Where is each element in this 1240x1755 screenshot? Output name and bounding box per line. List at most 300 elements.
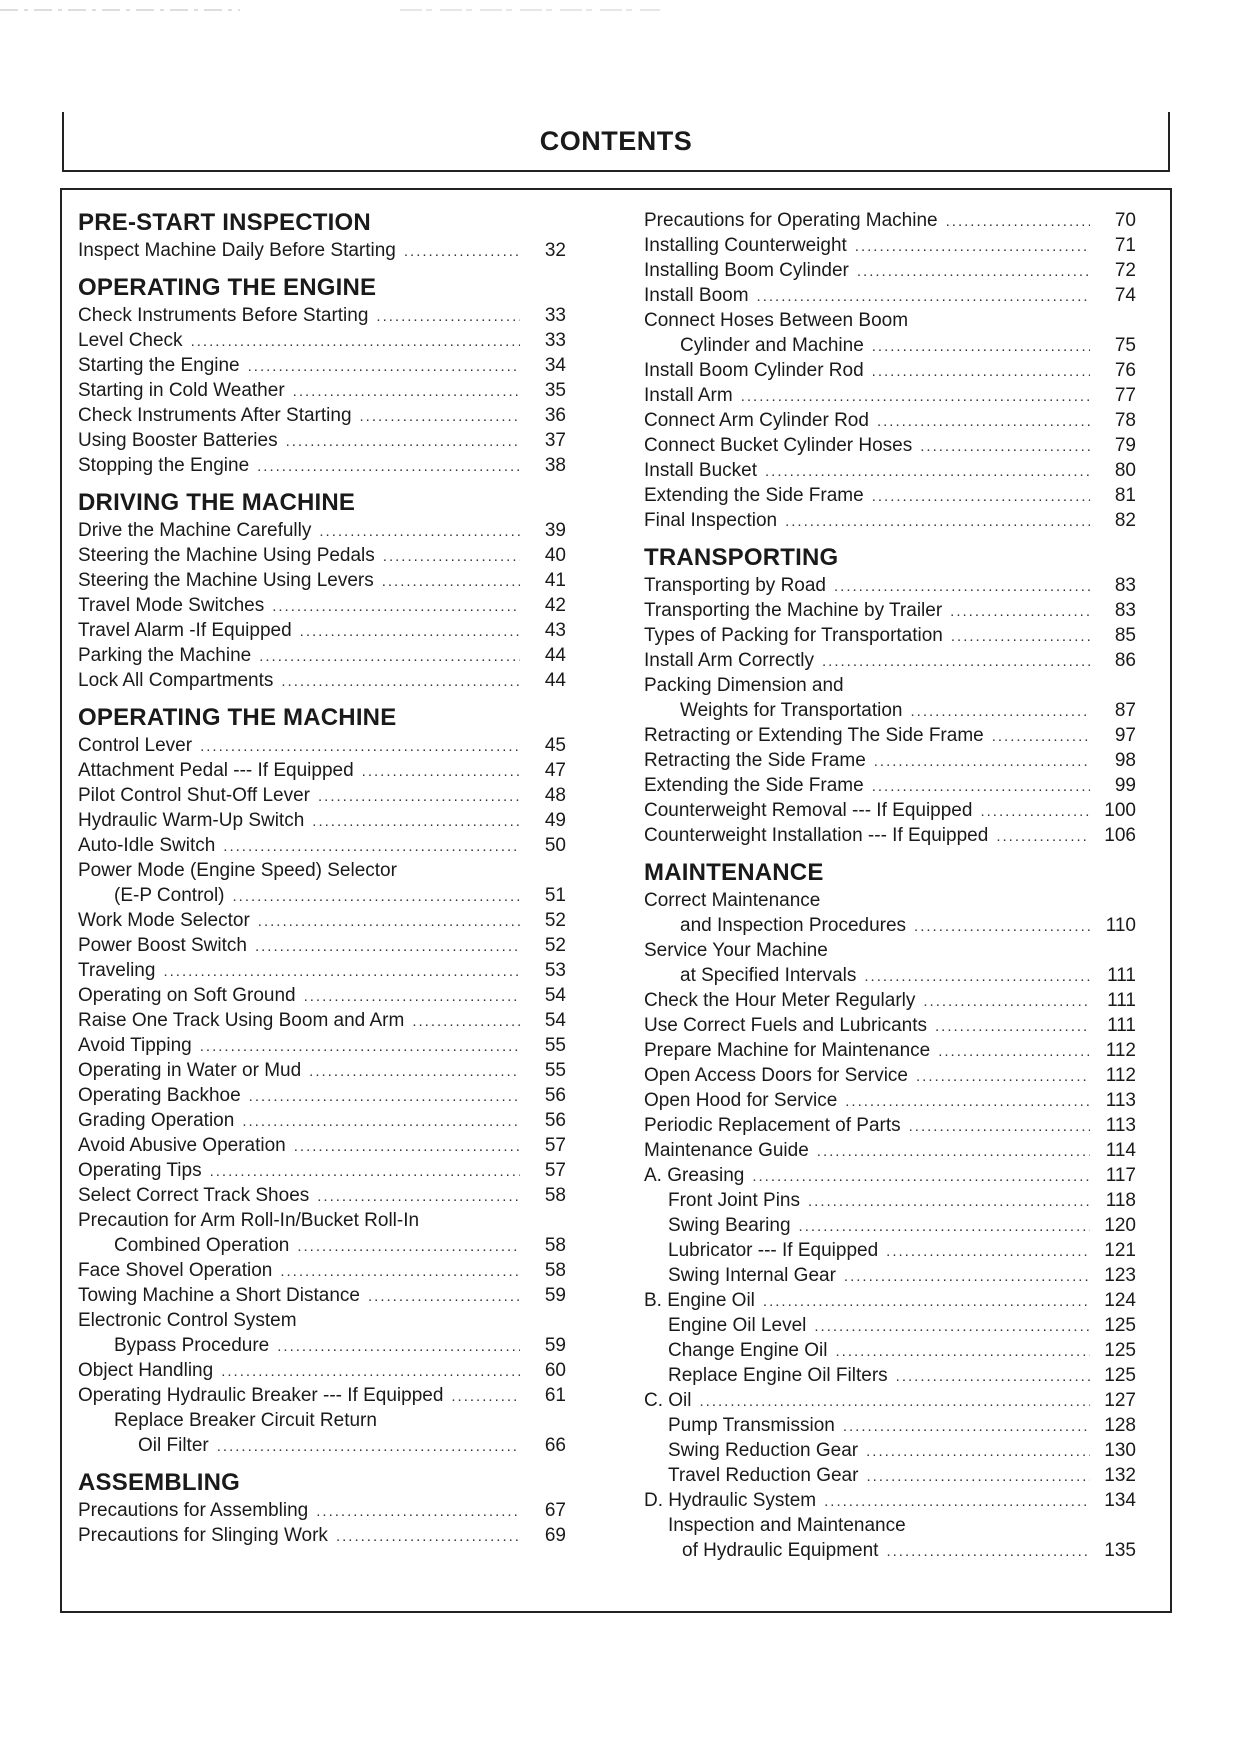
toc-entry[interactable] xyxy=(644,798,1136,823)
toc-entry-title: Inspection and Maintenance xyxy=(668,1515,906,1536)
toc-entry[interactable] xyxy=(78,1258,566,1283)
dot-leader xyxy=(360,404,520,429)
toc-page-number: 134 xyxy=(1104,1490,1136,1511)
dot-leader xyxy=(872,334,1090,359)
toc-entry-title: Operating on Soft Ground xyxy=(78,985,296,1006)
toc-entry[interactable] xyxy=(78,883,566,908)
toc-page-number: 106 xyxy=(1104,825,1136,846)
toc-page-number: 87 xyxy=(1114,700,1136,721)
dot-leader xyxy=(824,1489,1090,1514)
toc-entry[interactable] xyxy=(644,458,1136,483)
toc-entry[interactable] xyxy=(78,1408,566,1433)
dot-leader xyxy=(920,434,1090,459)
toc-page-number: 132 xyxy=(1104,1465,1136,1486)
toc-entry-title: Hydraulic Warm-Up Switch xyxy=(78,810,305,831)
toc-entry[interactable] xyxy=(78,303,566,328)
toc-page-number: 56 xyxy=(544,1085,566,1106)
toc-entry-title: Service Your Machine xyxy=(644,940,828,961)
toc-entry[interactable] xyxy=(644,333,1136,358)
toc-entry-title: Installing Counterweight xyxy=(644,235,847,256)
toc-page-number: 41 xyxy=(544,570,566,591)
toc-entry-title: Transporting the Machine by Trailer xyxy=(644,600,943,621)
toc-entry-title: Check Instruments After Starting xyxy=(78,405,352,426)
toc-entry[interactable] xyxy=(644,208,1136,233)
toc-page-number: 52 xyxy=(544,910,566,931)
toc-section xyxy=(78,208,566,263)
toc-page-number: 43 xyxy=(544,620,566,641)
toc-entry-title: Install Boom Cylinder Rod xyxy=(644,360,864,381)
toc-page-number: 47 xyxy=(544,760,566,781)
toc-entry-title: Replace Breaker Circuit Return xyxy=(114,1410,377,1431)
toc-entry[interactable] xyxy=(78,858,566,883)
dot-leader xyxy=(404,239,520,264)
toc-entry-title: Install Boom xyxy=(644,285,749,306)
toc-entry-title: Install Arm Correctly xyxy=(644,650,814,671)
toc-entry[interactable] xyxy=(644,1413,1136,1438)
toc-entry[interactable] xyxy=(78,428,566,453)
toc-page-number: 42 xyxy=(544,595,566,616)
toc-entry-title: Cylinder and Machine xyxy=(680,335,864,356)
toc-entry-title: Types of Packing for Transportation xyxy=(644,625,943,646)
toc-entry[interactable] xyxy=(78,1283,566,1308)
section-heading: OPERATING THE MACHINE xyxy=(78,704,397,731)
toc-entry[interactable] xyxy=(78,733,566,758)
dot-leader xyxy=(191,329,520,354)
toc-entry-title: Travel Mode Switches xyxy=(78,595,265,616)
toc-entry-title: Level Check xyxy=(78,330,183,351)
toc-page-number: 67 xyxy=(544,1500,566,1521)
toc-page-number: 86 xyxy=(1114,650,1136,671)
toc-entry[interactable] xyxy=(78,1008,566,1033)
toc-entry[interactable] xyxy=(78,1233,566,1258)
toc-page-number: 118 xyxy=(1105,1190,1136,1211)
toc-section xyxy=(644,858,1136,1563)
toc-page-number: 114 xyxy=(1105,1140,1136,1161)
toc-entry-title: Correct Maintenance xyxy=(644,890,821,911)
toc-entry-title: Retracting or Extending The Side Frame xyxy=(644,725,984,746)
toc-entry[interactable] xyxy=(644,1338,1136,1363)
toc-entry-title: Change Engine Oil xyxy=(668,1340,828,1361)
toc-entry[interactable] xyxy=(78,618,566,643)
dot-leader xyxy=(857,259,1090,284)
toc-entry[interactable] xyxy=(78,1433,566,1458)
toc-entry[interactable] xyxy=(644,988,1136,1013)
toc-entry-title: Stopping the Engine xyxy=(78,455,250,476)
dot-leader xyxy=(909,1114,1090,1139)
toc-entry-title: Final Inspection xyxy=(644,510,778,531)
toc-page-number: 50 xyxy=(544,835,566,856)
toc-entry[interactable] xyxy=(78,908,566,933)
toc-entry[interactable] xyxy=(644,938,1136,963)
toc-page-number: 83 xyxy=(1114,575,1136,596)
dot-leader xyxy=(980,799,1090,824)
toc-page-number: 127 xyxy=(1104,1390,1136,1411)
toc-entry[interactable] xyxy=(644,823,1136,848)
dot-leader xyxy=(223,834,520,859)
toc-page-number: 83 xyxy=(1114,600,1136,621)
toc-entry[interactable] xyxy=(78,1083,566,1108)
toc-page-number: 71 xyxy=(1114,235,1136,256)
dot-leader xyxy=(866,1439,1090,1464)
toc-entry[interactable] xyxy=(644,1038,1136,1063)
toc-entry-title: Check the Hour Meter Regularly xyxy=(644,990,916,1011)
dot-leader xyxy=(757,284,1090,309)
toc-entry[interactable] xyxy=(644,1113,1136,1138)
toc-entry[interactable] xyxy=(78,1383,566,1408)
toc-page-number: 75 xyxy=(1114,335,1136,356)
toc-entry[interactable] xyxy=(644,648,1136,673)
toc-entry[interactable] xyxy=(644,1288,1136,1313)
toc-entry[interactable] xyxy=(644,1488,1136,1513)
toc-entry[interactable] xyxy=(78,378,566,403)
toc-entry[interactable] xyxy=(644,698,1136,723)
toc-page-number: 35 xyxy=(544,380,566,401)
toc-entry-title: Using Booster Batteries xyxy=(78,430,278,451)
toc-page-number: 57 xyxy=(544,1135,566,1156)
toc-entry-title: Prepare Machine for Maintenance xyxy=(644,1040,931,1061)
toc-entry[interactable] xyxy=(644,913,1136,938)
toc-entry-title: Front Joint Pins xyxy=(668,1190,800,1211)
toc-entry[interactable] xyxy=(644,1088,1136,1113)
toc-entry-title: D. Hydraulic System xyxy=(644,1490,817,1511)
dot-leader xyxy=(451,1384,520,1409)
toc-entry[interactable] xyxy=(78,353,566,378)
toc-entry-title: Install Arm xyxy=(644,385,733,406)
toc-entry[interactable] xyxy=(644,258,1136,283)
toc-entry-title: Use Correct Fuels and Lubricants xyxy=(644,1015,928,1036)
toc-entry-title: Open Access Doors for Service xyxy=(644,1065,908,1086)
toc-entry-title: Lubricator --- If Equipped xyxy=(668,1240,879,1261)
dot-leader xyxy=(938,1039,1090,1064)
toc-entry[interactable] xyxy=(78,238,566,263)
toc-entry[interactable] xyxy=(78,758,566,783)
toc-entry[interactable] xyxy=(644,283,1136,308)
toc-page-number: 58 xyxy=(544,1260,566,1281)
dot-leader xyxy=(221,1359,520,1384)
toc-entry-title: Periodic Replacement of Parts xyxy=(644,1115,901,1136)
toc-page-number: 79 xyxy=(1114,435,1136,456)
dot-leader xyxy=(923,989,1090,1014)
toc-entry[interactable] xyxy=(644,1513,1136,1538)
dot-leader xyxy=(996,824,1090,849)
toc-entry[interactable] xyxy=(644,888,1136,913)
toc-entry-title: Packing Dimension and xyxy=(644,675,844,696)
dot-leader xyxy=(163,959,520,984)
toc-page-number: 111 xyxy=(1107,1015,1136,1036)
toc-entry-title: Operating Hydraulic Breaker --- If Equipped xyxy=(78,1385,444,1406)
toc-entry-title: Oil Filter xyxy=(138,1435,209,1456)
toc-entry[interactable] xyxy=(78,958,566,983)
toc-entry[interactable] xyxy=(78,1058,566,1083)
toc-entry[interactable] xyxy=(644,773,1136,798)
toc-entry-title: Face Shovel Operation xyxy=(78,1260,273,1281)
toc-entry[interactable] xyxy=(78,1308,566,1333)
dot-leader xyxy=(200,1034,520,1059)
toc-entry[interactable] xyxy=(644,623,1136,648)
toc-section xyxy=(644,208,1136,533)
toc-entry[interactable] xyxy=(78,453,566,478)
toc-entry[interactable] xyxy=(644,1388,1136,1413)
toc-entry[interactable] xyxy=(78,833,566,858)
toc-page-number: 53 xyxy=(544,960,566,981)
page-title: CONTENTS xyxy=(539,126,693,156)
toc-page-number: 112 xyxy=(1105,1040,1136,1061)
dot-leader xyxy=(896,1364,1090,1389)
toc-entry-title: Work Mode Selector xyxy=(78,910,250,931)
toc-page-number: 45 xyxy=(544,735,566,756)
dot-leader xyxy=(309,1059,520,1084)
toc-entry-title: Transporting by Road xyxy=(644,575,827,596)
dot-leader xyxy=(951,624,1090,649)
toc-page-number: 128 xyxy=(1104,1415,1136,1436)
left-column xyxy=(78,208,566,1548)
toc-page-number: 70 xyxy=(1114,210,1136,231)
toc-entry[interactable] xyxy=(78,808,566,833)
toc-entry[interactable] xyxy=(644,1263,1136,1288)
toc-entry[interactable] xyxy=(78,983,566,1008)
toc-entry[interactable] xyxy=(644,673,1136,698)
toc-entry-title: Select Correct Track Shoes xyxy=(78,1185,310,1206)
toc-page-number: 124 xyxy=(1104,1290,1136,1311)
toc-page-number: 60 xyxy=(544,1360,566,1381)
toc-page-number: 125 xyxy=(1104,1340,1136,1361)
toc-page-number: 48 xyxy=(544,785,566,806)
toc-entry[interactable] xyxy=(78,518,566,543)
toc-entry[interactable] xyxy=(78,783,566,808)
toc-entry[interactable] xyxy=(644,598,1136,623)
toc-entry-title: Auto-Idle Switch xyxy=(78,835,216,856)
toc-entry[interactable] xyxy=(644,233,1136,258)
toc-entry-title: Pilot Control Shut-Off Lever xyxy=(78,785,310,806)
toc-page-number: 99 xyxy=(1114,775,1136,796)
toc-page-number: 74 xyxy=(1114,285,1136,306)
section-heading: DRIVING THE MACHINE xyxy=(78,489,356,516)
toc-entry[interactable] xyxy=(78,1158,566,1183)
toc-entry-title: Precautions for Assembling xyxy=(78,1500,309,1521)
dot-leader xyxy=(319,519,520,544)
toc-entry-title: Replace Engine Oil Filters xyxy=(668,1365,888,1386)
dot-leader xyxy=(785,509,1090,534)
toc-entry-title: Counterweight Installation --- If Equipped xyxy=(644,825,989,846)
toc-entry[interactable] xyxy=(78,933,566,958)
toc-entry[interactable] xyxy=(78,593,566,618)
dot-leader xyxy=(741,384,1090,409)
contents-table xyxy=(60,188,1172,1613)
toc-entry-title: Weights for Transportation xyxy=(680,700,903,721)
toc-entry[interactable] xyxy=(644,483,1136,508)
toc-page-number: 85 xyxy=(1114,625,1136,646)
toc-page-number: 58 xyxy=(544,1235,566,1256)
section-heading: TRANSPORTING xyxy=(644,544,839,571)
toc-entry-title: Control Lever xyxy=(78,735,193,756)
toc-entry[interactable] xyxy=(644,573,1136,598)
toc-entry[interactable] xyxy=(78,643,566,668)
toc-entry[interactable] xyxy=(78,1358,566,1383)
dot-leader xyxy=(935,1014,1090,1039)
toc-page-number: 39 xyxy=(544,520,566,541)
dot-leader xyxy=(249,1084,520,1109)
toc-page-number: 135 xyxy=(1104,1540,1136,1561)
toc-entry[interactable] xyxy=(78,403,566,428)
toc-entry[interactable] xyxy=(644,1188,1136,1213)
toc-entry-title: Drive the Machine Carefully xyxy=(78,520,312,541)
toc-entry[interactable] xyxy=(644,358,1136,383)
toc-entry-title: Steering the Machine Using Pedals xyxy=(78,545,375,566)
toc-page-number: 113 xyxy=(1105,1115,1136,1136)
toc-entry-title: Operating Backhoe xyxy=(78,1085,241,1106)
toc-entry[interactable] xyxy=(644,1163,1136,1188)
dot-leader xyxy=(992,724,1090,749)
toc-entry[interactable] xyxy=(644,748,1136,773)
toc-entry[interactable] xyxy=(644,508,1136,533)
toc-entry-title: Precautions for Operating Machine xyxy=(644,210,938,231)
right-column xyxy=(644,208,1136,1563)
toc-entry-title: Power Boost Switch xyxy=(78,935,247,956)
toc-entry-title: Engine Oil Level xyxy=(668,1315,807,1336)
toc-page-number: 100 xyxy=(1104,800,1136,821)
toc-entry[interactable] xyxy=(644,1213,1136,1238)
toc-entry[interactable] xyxy=(78,1208,566,1233)
dot-leader xyxy=(316,1499,520,1524)
toc-entry[interactable] xyxy=(78,568,566,593)
dot-leader xyxy=(817,1139,1090,1164)
toc-entry[interactable] xyxy=(78,668,566,693)
toc-entry[interactable] xyxy=(644,963,1136,988)
section-heading: ASSEMBLING xyxy=(78,1469,241,1496)
dot-leader xyxy=(844,1264,1090,1289)
dot-leader xyxy=(368,1284,520,1309)
toc-page-number: 112 xyxy=(1105,1065,1136,1086)
toc-page-number: 82 xyxy=(1114,510,1136,531)
toc-page-number: 56 xyxy=(544,1110,566,1131)
toc-page-number: 76 xyxy=(1114,360,1136,381)
toc-entry-title: Connect Arm Cylinder Rod xyxy=(644,410,869,431)
toc-page-number: 57 xyxy=(544,1160,566,1181)
toc-page-number: 54 xyxy=(544,985,566,1006)
toc-entry[interactable] xyxy=(644,1363,1136,1388)
toc-section xyxy=(644,543,1136,848)
toc-entry[interactable] xyxy=(644,1313,1136,1338)
dot-leader xyxy=(412,1009,520,1034)
dot-leader xyxy=(765,459,1090,484)
dot-leader xyxy=(255,934,520,959)
dot-leader xyxy=(752,1164,1090,1189)
toc-entry-title: Steering the Machine Using Levers xyxy=(78,570,374,591)
toc-entry[interactable] xyxy=(644,723,1136,748)
dot-leader xyxy=(834,574,1090,599)
toc-entry[interactable] xyxy=(644,433,1136,458)
toc-page-number: 59 xyxy=(544,1285,566,1306)
section-heading: OPERATING THE ENGINE xyxy=(78,274,377,301)
toc-entry[interactable] xyxy=(78,543,566,568)
toc-entry[interactable] xyxy=(644,308,1136,333)
toc-entry[interactable] xyxy=(78,1523,566,1548)
toc-entry-title: Avoid Abusive Operation xyxy=(78,1135,286,1156)
dot-leader xyxy=(280,1259,520,1284)
toc-entry[interactable] xyxy=(644,1138,1136,1163)
section-heading: MAINTENANCE xyxy=(644,859,824,886)
toc-entry[interactable] xyxy=(644,1063,1136,1088)
dot-leader xyxy=(808,1189,1090,1214)
toc-entry-title: Counterweight Removal --- If Equipped xyxy=(644,800,973,821)
dot-leader xyxy=(910,699,1090,724)
dot-leader xyxy=(293,379,520,404)
toc-entry-title: Bypass Procedure xyxy=(114,1335,270,1356)
toc-entry[interactable] xyxy=(78,1033,566,1058)
dot-leader xyxy=(210,1159,520,1184)
toc-page-number: 44 xyxy=(544,670,566,691)
toc-entry-title: Power Mode (Engine Speed) Selector xyxy=(78,860,397,881)
toc-entry[interactable] xyxy=(644,1238,1136,1263)
dot-leader xyxy=(872,484,1090,509)
toc-entry-title: Check Instruments Before Starting xyxy=(78,305,369,326)
toc-page-number: 123 xyxy=(1104,1265,1136,1286)
toc-page-number: 78 xyxy=(1114,410,1136,431)
dot-leader xyxy=(382,569,520,594)
toc-entry[interactable] xyxy=(644,408,1136,433)
dot-leader xyxy=(916,1064,1090,1089)
toc-entry[interactable] xyxy=(78,1333,566,1358)
dot-leader xyxy=(294,1134,520,1159)
toc-page-number: 117 xyxy=(1105,1165,1136,1186)
toc-entry-title: Precautions for Slinging Work xyxy=(78,1525,328,1546)
dot-leader xyxy=(700,1389,1091,1414)
toc-entry[interactable] xyxy=(644,1538,1136,1563)
toc-entry-title: Swing Internal Gear xyxy=(668,1265,836,1286)
toc-entry-title: B. Engine Oil xyxy=(644,1290,755,1311)
toc-entry[interactable] xyxy=(78,1133,566,1158)
contents-header-box xyxy=(62,112,1170,172)
toc-entry-title: Parking the Machine xyxy=(78,645,252,666)
toc-entry[interactable] xyxy=(78,1183,566,1208)
dot-leader xyxy=(300,619,520,644)
toc-page-number: 49 xyxy=(544,810,566,831)
dot-leader xyxy=(872,359,1090,384)
toc-entry-title: Grading Operation xyxy=(78,1110,235,1131)
dot-leader xyxy=(312,809,520,834)
dot-leader xyxy=(799,1214,1090,1239)
toc-page-number: 69 xyxy=(544,1525,566,1546)
toc-entry-title: Swing Reduction Gear xyxy=(668,1440,859,1461)
toc-entry[interactable] xyxy=(78,1498,566,1523)
toc-section xyxy=(78,1468,566,1548)
toc-entry[interactable] xyxy=(644,383,1136,408)
toc-page-number: 54 xyxy=(544,1010,566,1031)
dot-leader xyxy=(304,984,520,1009)
dot-leader xyxy=(297,1234,520,1259)
toc-page-number: 33 xyxy=(544,305,566,326)
dot-leader xyxy=(855,234,1090,259)
toc-entry[interactable] xyxy=(78,1108,566,1133)
toc-entry[interactable] xyxy=(644,1463,1136,1488)
toc-entry-title: Install Bucket xyxy=(644,460,757,481)
toc-entry-title: Traveling xyxy=(78,960,156,981)
toc-page-number: 44 xyxy=(544,645,566,666)
toc-entry[interactable] xyxy=(644,1013,1136,1038)
toc-page-number: 51 xyxy=(544,885,566,906)
toc-entry[interactable] xyxy=(644,1438,1136,1463)
toc-section xyxy=(78,703,566,1458)
toc-page-number: 66 xyxy=(544,1435,566,1456)
toc-entry-title: of Hydraulic Equipment xyxy=(682,1540,879,1561)
toc-page-number: 110 xyxy=(1105,915,1136,936)
toc-entry[interactable] xyxy=(78,328,566,353)
toc-page-number: 120 xyxy=(1104,1215,1136,1236)
dot-leader xyxy=(217,1434,520,1459)
toc-entry-title: and Inspection Procedures xyxy=(680,915,907,936)
toc-entry-title: Operating Tips xyxy=(78,1160,202,1181)
dot-leader xyxy=(248,354,520,379)
